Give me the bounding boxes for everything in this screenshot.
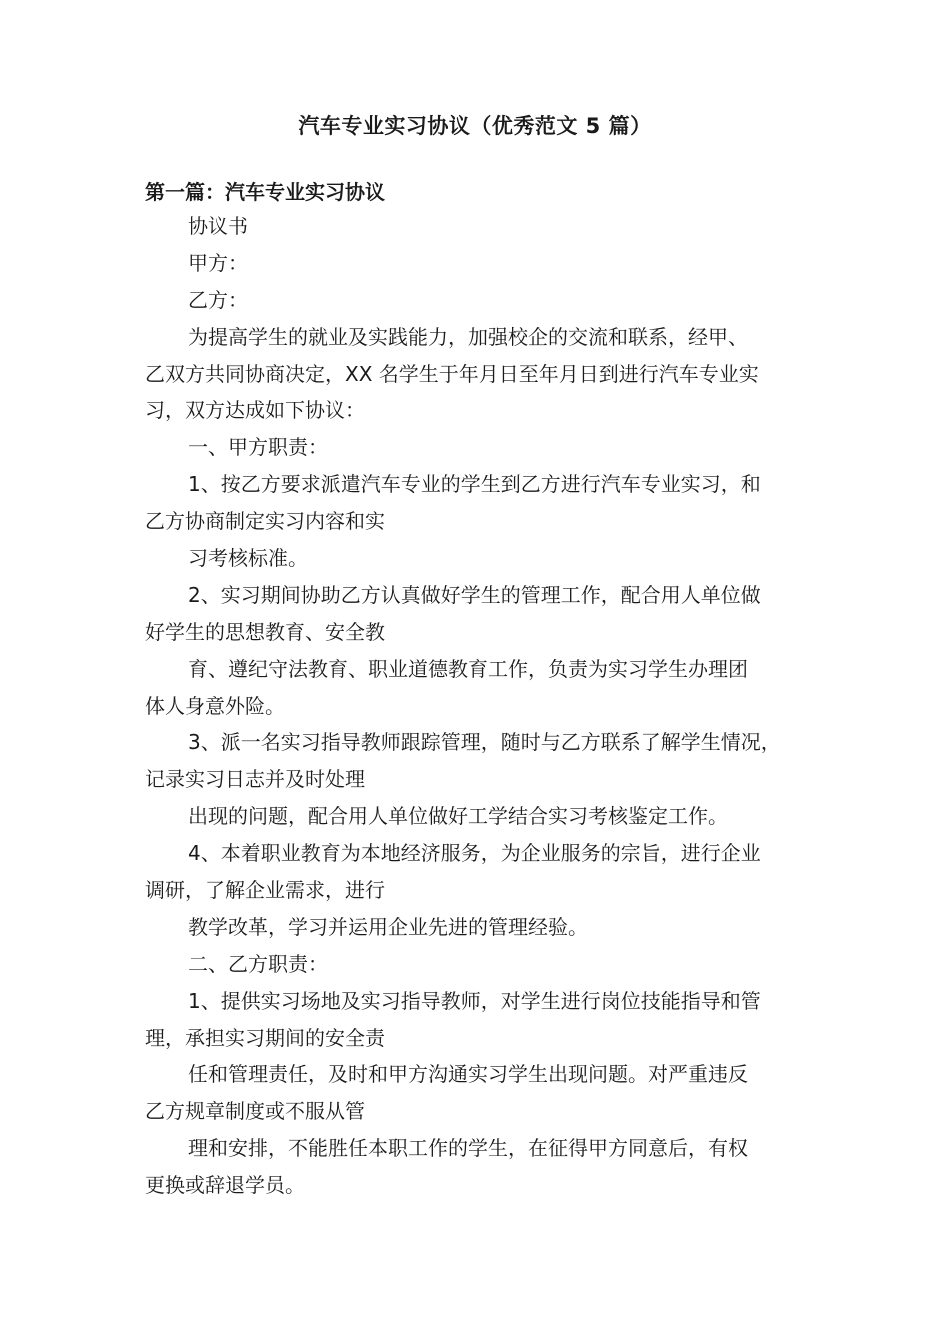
text-line: 习，双方达成如下协议： bbox=[145, 398, 365, 423]
text-line: 乙方规章制度或不服从管 bbox=[145, 1099, 365, 1124]
text-line: 4、本着职业教育为本地经济服务，为企业服务的宗旨，进行企业 bbox=[188, 841, 761, 866]
text-line: 一、甲方职责： bbox=[188, 435, 328, 460]
text-line: 乙方： bbox=[188, 287, 248, 312]
text-line: 习考核标准。 bbox=[188, 546, 308, 571]
section-heading: 第一篇：汽车专业实习协议 bbox=[145, 180, 385, 204]
text-line: 甲方： bbox=[188, 250, 248, 275]
text-line: 好学生的思想教育、安全教 bbox=[145, 619, 385, 644]
text-line: 1、按乙方要求派遣汽车专业的学生到乙方进行汽车专业实习，和 bbox=[188, 472, 761, 497]
text-line: 调研，了解企业需求，进行 bbox=[145, 878, 385, 903]
text-line: 更换或辞退学员。 bbox=[145, 1173, 305, 1198]
text-line: 理，承担实习期间的安全责 bbox=[145, 1025, 385, 1050]
text-line: 1、提供实习场地及实习指导教师，对学生进行岗位技能指导和管 bbox=[188, 988, 761, 1013]
document-body bbox=[145, 208, 825, 1204]
text-line: 育、遵纪守法教育、职业道德教育工作，负责为实习学生办理团 bbox=[188, 656, 748, 681]
document-title: 汽车专业实习协议（优秀范文 5 篇） bbox=[298, 114, 652, 138]
text-line: 为提高学生的就业及实践能力，加强校企的交流和联系，经甲、 bbox=[188, 324, 748, 349]
text-line: 记录实习日志并及时处理 bbox=[145, 767, 365, 792]
text-line: 2、实习期间协助乙方认真做好学生的管理工作，配合用人单位做 bbox=[188, 582, 761, 607]
text-line: 二、乙方职责： bbox=[188, 951, 328, 976]
text-line: 出现的问题，配合用人单位做好工学结合实习考核鉴定工作。 bbox=[188, 804, 728, 829]
text-line: 乙双方共同协商决定，XX 名学生于年月日至年月日到进行汽车专业实 bbox=[145, 361, 759, 386]
text-line: 体人身意外险。 bbox=[145, 693, 285, 718]
text-line: 3、派一名实习指导教师跟踪管理，随时与乙方联系了解学生情况， bbox=[188, 730, 781, 755]
text-line: 教学改革，学习并运用企业先进的管理经验。 bbox=[188, 914, 588, 939]
text-line: 协议书 bbox=[188, 214, 248, 238]
text-line: 任和管理责任，及时和甲方沟通实习学生出现问题。对严重违反 bbox=[188, 1062, 748, 1087]
text-line: 乙方协商制定实习内容和实 bbox=[145, 509, 385, 534]
text-line: 理和安排，不能胜任本职工作的学生，在征得甲方同意后，有权 bbox=[188, 1136, 748, 1161]
